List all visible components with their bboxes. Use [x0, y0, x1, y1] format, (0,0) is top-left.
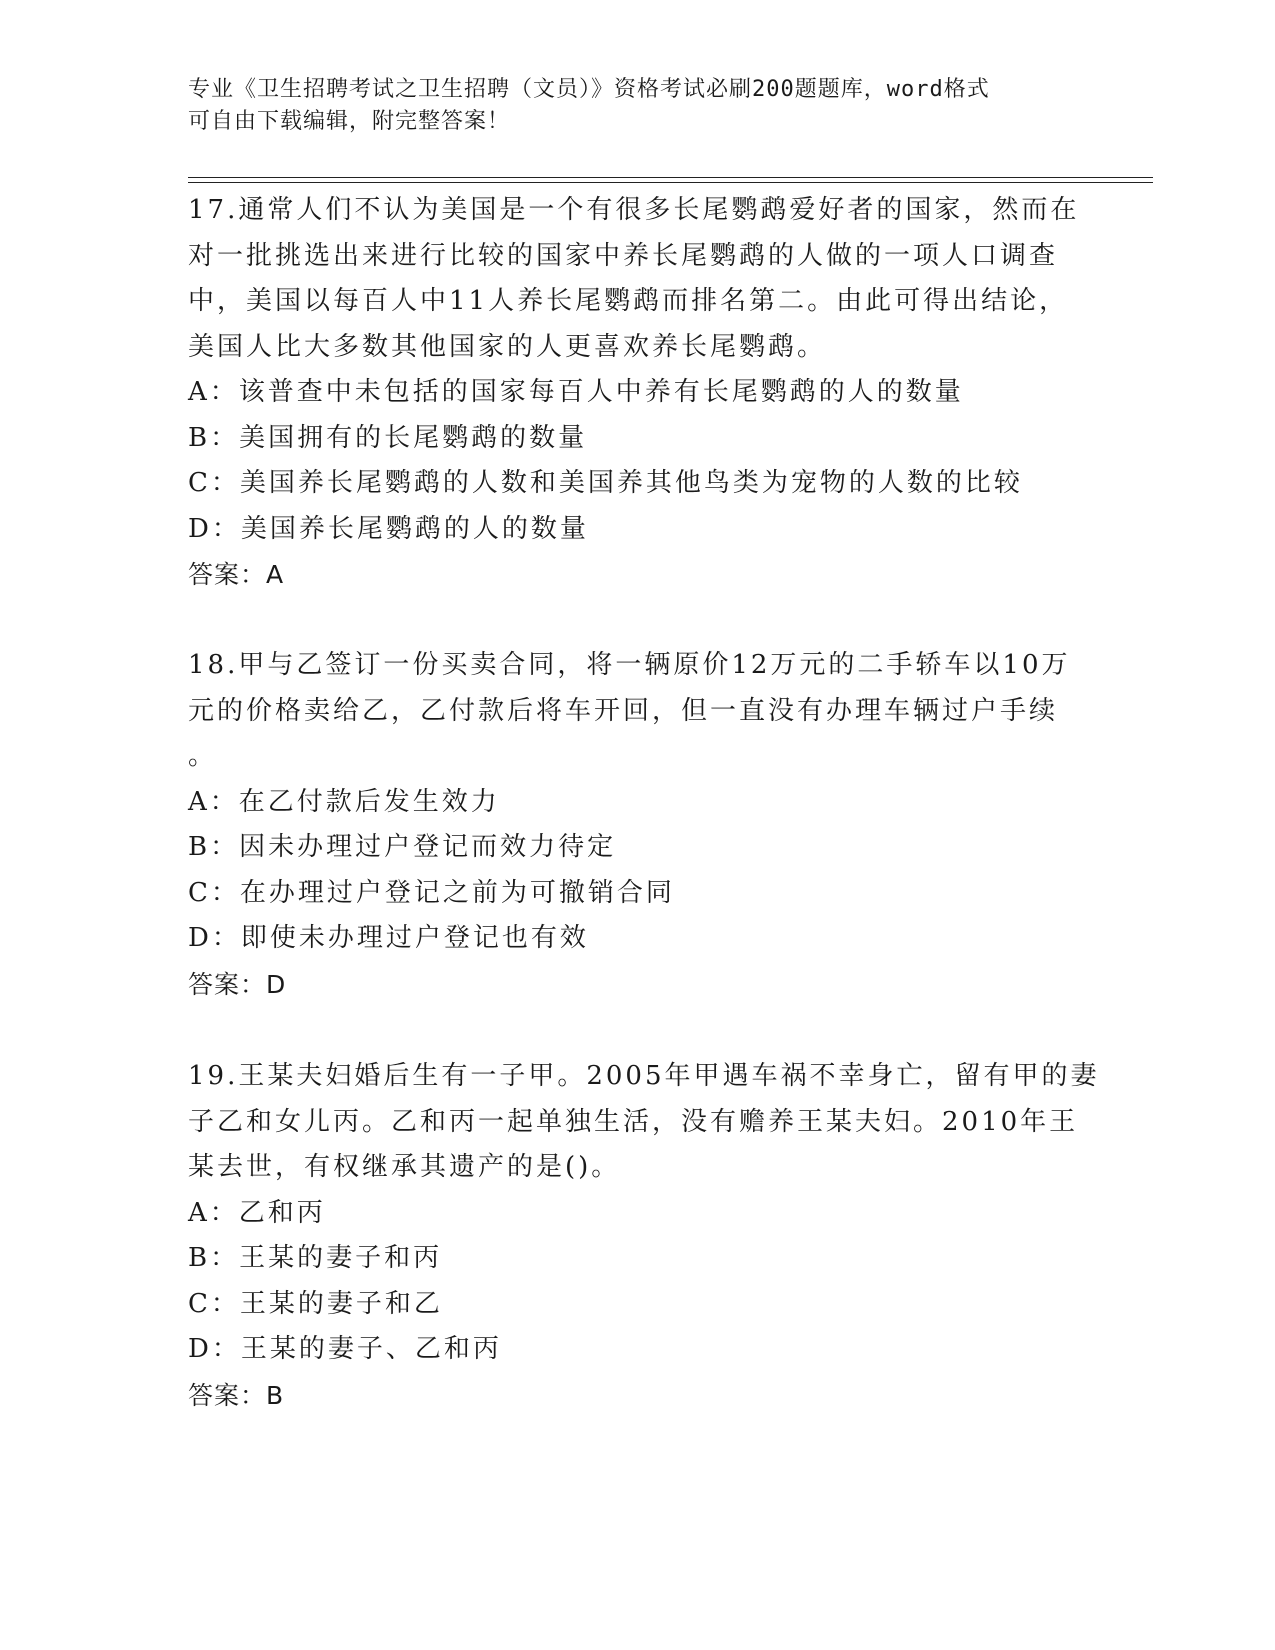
question-stem-line: 17.通常人们不认为美国是一个有很多长尾鹦鹉爱好者的国家，然而在: [188, 195, 1080, 225]
option-d: D：美国养长尾鹦鹉的人的数量: [188, 513, 589, 544]
question-18: [188, 643, 1088, 1007]
question-stem-line: 中，美国以每百人中11人养长尾鹦鹉而排名第二。由此可得出结论，: [188, 286, 1069, 316]
answer-label: 答案：D: [188, 969, 287, 999]
question-19: [188, 1054, 1100, 1418]
question-stem-line: 元的价格卖给乙，乙付款后将车开回，但一直没有办理车辆过户手续: [188, 695, 1059, 726]
question-stem-line: 18.甲与乙签订一份买卖合同，将一辆原价12万元的二手轿车以10万: [188, 650, 1071, 680]
option-b: B：王某的妻子和丙: [188, 1243, 443, 1273]
answer-label: 答案：B: [188, 1380, 285, 1410]
question-stem-line: 。: [188, 741, 218, 771]
option-c: C：美国养长尾鹦鹉的人数和美国养其他鸟类为宠物的人数的比较: [188, 468, 1023, 498]
question-stem-line: 对一批挑选出来进行比较的国家中养长尾鹦鹉的人做的一项人口调查: [188, 240, 1059, 271]
question-stem-line: 子乙和女儿丙。乙和丙一起单独生活，没有赡养王某夫妇。2010年王: [188, 1106, 1079, 1137]
question-17: [188, 188, 1088, 598]
option-b: B：美国拥有的长尾鹦鹉的数量: [188, 422, 588, 453]
header-divider-bottom: [188, 182, 1153, 183]
option-c: C：在办理过户登记之前为可撤销合同: [188, 877, 675, 908]
answer-label: 答案：A: [188, 560, 285, 589]
option-a: A：在乙付款后发生效力: [188, 786, 500, 817]
header-title-line-2: 可自由下载编辑，附完整答案！: [188, 109, 511, 134]
header-divider-top: [188, 177, 1153, 178]
question-stem-line: 19.王某夫妇婚后生有一子甲。2005年甲遇车祸不幸身亡，留有甲的妻: [188, 1061, 1100, 1091]
header-title-line-1: 专业《卫生招聘考试之卫生招聘（文员）》资格考试必刷200题题库，word格式: [188, 77, 990, 102]
question-stem-line: 美国人比大多数其他国家的人更喜欢养长尾鹦鹉。: [188, 331, 827, 362]
option-d: D：即使未办理过户登记也有效: [188, 923, 589, 953]
option-a: A：乙和丙: [188, 1197, 326, 1228]
option-c: C：王某的妻子和乙: [188, 1288, 443, 1319]
option-d: D：王某的妻子、乙和丙: [188, 1334, 502, 1364]
option-b: B：因未办理过户登记而效力待定: [188, 832, 617, 862]
question-stem-line: 某去世，有权继承其遗产的是()。: [188, 1152, 621, 1182]
option-a: A：该普查中未包括的国家每百人中养有长尾鹦鹉的人的数量: [188, 377, 964, 407]
document-header: [188, 74, 1088, 138]
